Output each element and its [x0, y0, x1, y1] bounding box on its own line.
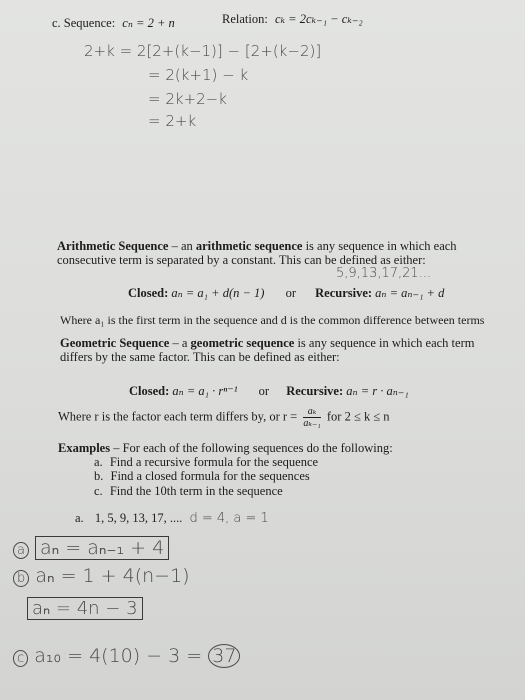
examples-item-letter: a. — [94, 455, 103, 469]
arithmetic-where: Where a₁ is the first term in the sequence and d is the common difference between terms — [60, 313, 485, 327]
geometric-bold-term: geometric sequence — [190, 336, 295, 350]
problem-letter: a. — [75, 511, 84, 525]
answer-a — [13, 537, 169, 559]
geometric-or: or — [258, 384, 270, 398]
arithmetic-closed-formula: aₙ = a₁ + d(n − 1) — [171, 286, 265, 300]
answer-b-simplified-formula: aₙ = 4n − 3 — [27, 597, 143, 620]
sequence-formula: cₙ = 2 + n — [122, 16, 175, 30]
work-line-1: 2+k = 2[2+(k−1)] − [2+(k−2)] — [84, 42, 322, 60]
geometric-closed-formula: aₙ = a₁ · rⁿ⁻¹ — [172, 384, 238, 398]
geometric-recursive-label: Recursive: — [286, 384, 344, 398]
examples-item-text: Find a recursive formula for the sequence — [109, 455, 319, 469]
examples-item-b — [94, 469, 310, 484]
geometric-formulas — [129, 383, 409, 399]
arithmetic-or: or — [285, 286, 296, 300]
answer-b-label: b — [13, 570, 29, 587]
geometric-closed-label: Closed: — [129, 384, 170, 398]
problem-a — [75, 511, 269, 526]
relation — [222, 11, 363, 27]
ratio-denominator: aₖ₋₁ — [303, 418, 321, 429]
answer-b-formula: aₙ = 1 + 4(n−1) — [35, 565, 190, 587]
problem-note: d = 4, a = 1 — [189, 511, 269, 526]
geometric-where — [58, 406, 390, 429]
geometric-where-b: for 2 ≤ k ≤ n — [326, 409, 390, 424]
work-line-3: = 2k+2−k — [148, 90, 227, 108]
arithmetic-recursive-label: Recursive: — [315, 286, 373, 300]
examples-item-letter: c. — [94, 484, 103, 498]
arithmetic-line-1 — [57, 239, 457, 254]
examples-heading — [58, 441, 393, 456]
geometric-line-2: differs by the same factor. This can be defined as either: — [60, 350, 340, 364]
sequence-label-text: c. Sequence: — [52, 16, 116, 30]
geometric-recursive-formula: aₙ = r · aₙ₋₁ — [346, 384, 409, 398]
answer-a-label: a — [13, 542, 29, 559]
geometric-title: Geometric Sequence — [60, 336, 170, 350]
arithmetic-line1-a: – an — [168, 239, 196, 253]
relation-label: Relation: — [222, 12, 268, 26]
answer-c-formula: a₁₀ = 4(10) − 3 = — [34, 645, 203, 667]
work-line-2: = 2(k+1) − k — [148, 66, 249, 84]
ratio-numerator: aₖ — [303, 406, 320, 418]
arithmetic-formulas — [128, 285, 444, 301]
answer-b — [13, 565, 190, 587]
answer-b-simplified — [27, 598, 143, 619]
answer-c — [13, 645, 240, 667]
examples-title: Examples — [58, 441, 111, 455]
examples-item-text: Find a closed formula for the sequences — [110, 469, 310, 483]
sequence-label — [52, 15, 175, 31]
arithmetic-recursive-formula: aₙ = aₙ₋₁ + d — [375, 286, 445, 300]
geometric-where-a: Where r is the factor each term differs by, or r = — [58, 409, 298, 424]
examples-item-text: Find the 10th term in the sequence — [109, 484, 283, 498]
geometric-line-1 — [60, 336, 474, 351]
answer-c-result: 37 — [208, 644, 240, 668]
examples-item-c — [94, 484, 283, 499]
answer-c-label: c — [13, 650, 28, 667]
examples-item-a — [94, 455, 318, 470]
arithmetic-closed-label: Closed: — [128, 286, 169, 300]
relation-formula: cₖ = 2cₖ₋₁ − cₖ₋₂ — [274, 12, 363, 26]
examples-item-letter: b. — [94, 469, 104, 483]
problem-sequence: 1, 5, 9, 13, 17, .... — [94, 511, 183, 525]
answer-a-formula: aₙ = aₙ₋₁ + 4 — [35, 536, 169, 560]
ratio-fraction — [303, 406, 320, 429]
arithmetic-line-2: consecutive term is separated by a constant. This can be defined as either: — [57, 253, 426, 267]
arithmetic-example-note: 5,9,13,17,21... — [336, 266, 432, 281]
arithmetic-title: Arithmetic Sequence — [57, 239, 169, 253]
geometric-line1-a: – a — [169, 336, 191, 350]
arithmetic-bold-term: arithmetic sequence — [195, 239, 303, 253]
examples-intro: – For each of the following sequences do the following: — [110, 441, 393, 455]
arithmetic-line1-b: is any sequence in which each — [302, 239, 457, 253]
work-line-4: = 2+k — [148, 112, 197, 130]
geometric-line1-b: is any sequence in which each term — [294, 336, 475, 350]
